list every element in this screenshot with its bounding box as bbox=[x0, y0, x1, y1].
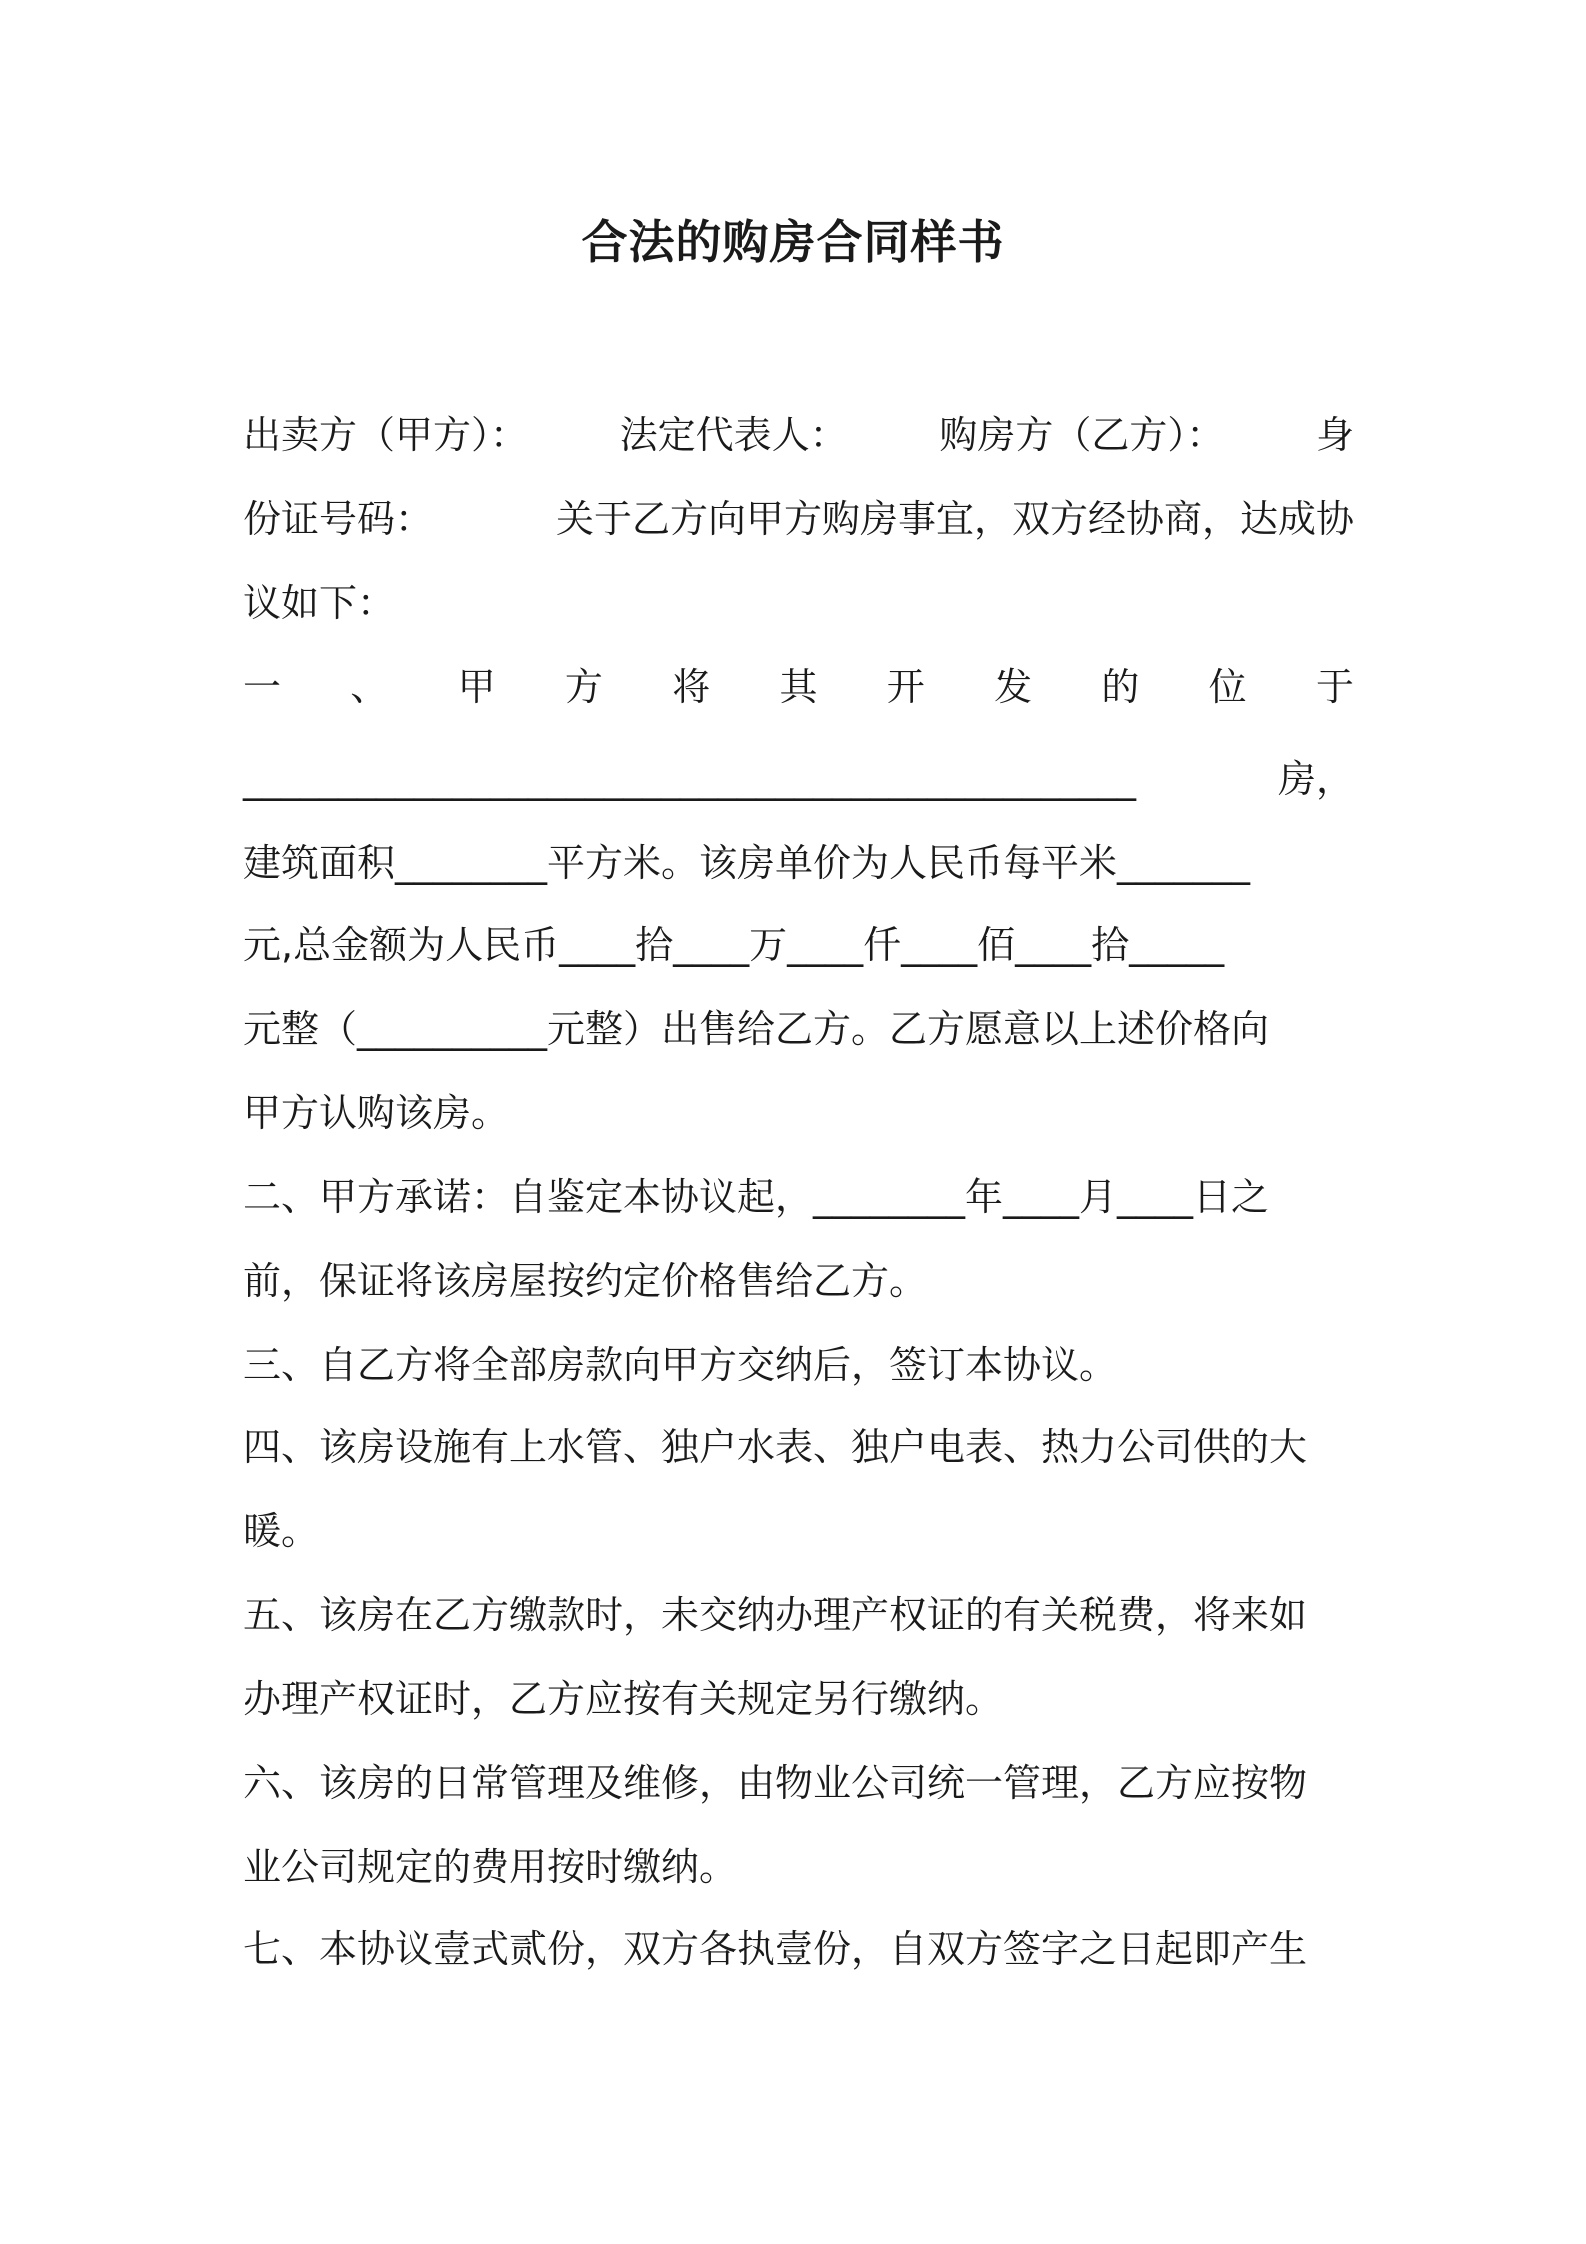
clause-6-line-end: 业公司规定的费用按时缴纳。 bbox=[243, 1845, 738, 1889]
clause-6-line: 六、该房的日常管理及维修，由物业公司统一管理，乙方应按物 bbox=[243, 1761, 1308, 1805]
clause-5-line: 五、该房在乙方缴款时，未交纳办理产权证的有关税费，将来如 bbox=[243, 1593, 1308, 1637]
clause-1-char: 于 bbox=[1315, 665, 1354, 709]
total-amount-line: 元,总金额为人民币____拾____万____仟____佰____拾_____ bbox=[243, 923, 1225, 967]
clause-1-char: 的 bbox=[1101, 665, 1140, 709]
buyer-label: 购房方（乙方）： bbox=[939, 413, 1225, 457]
sale-line: 元整（__________元整）出售给乙方。乙方愿意以上述价格向 bbox=[243, 1007, 1270, 1051]
id-label-start: 身 bbox=[1315, 413, 1354, 457]
seller-label: 出卖方（甲方）： bbox=[243, 413, 529, 457]
clause-1-char: 方 bbox=[564, 665, 603, 709]
clause-1-char: 发 bbox=[994, 665, 1033, 709]
clause-2-line: 二、甲方承诺：自鉴定本协议起，________年____月____日之 bbox=[243, 1175, 1270, 1219]
clause-1-char: 甲 bbox=[457, 665, 496, 709]
legal-representative-label: 法定代表人： bbox=[619, 413, 848, 457]
document-title: 合法的购房合同样书 bbox=[581, 215, 1005, 269]
area-price-line: 建筑面积________平方米。该房单价为人民币每平米_______ bbox=[243, 841, 1251, 885]
id-number-label: 份证号码： bbox=[243, 497, 434, 541]
clause-4-line-end: 暖。 bbox=[243, 1509, 320, 1553]
clause-5-line-end: 办理产权证时，乙方应按有关规定另行缴纳。 bbox=[243, 1677, 1004, 1721]
purchase-line: 甲方认购该房。 bbox=[243, 1091, 510, 1135]
clause-3-line: 三、自乙方将全部房款向甲方交纳后，签订本协议。 bbox=[243, 1343, 1118, 1387]
clause-1-heading bbox=[243, 659, 1354, 715]
intro-line bbox=[243, 491, 1354, 547]
clause-1-char: 其 bbox=[779, 665, 818, 709]
clause-1-char: 位 bbox=[1208, 665, 1247, 709]
property-location-line bbox=[243, 751, 1354, 807]
clause-1-char: 、 bbox=[350, 665, 389, 709]
clause-1-char: 将 bbox=[672, 665, 711, 709]
location-blank: _______________________________________________ bbox=[243, 757, 1136, 801]
intro-text: 关于乙方向甲方购房事宜，双方经协商，达成协 bbox=[555, 497, 1354, 541]
clause-2-line-end: 前，保证将该房屋按约定价格售给乙方。 bbox=[243, 1259, 928, 1303]
parties-line bbox=[243, 407, 1354, 463]
clause-7-line: 七、本协议壹式贰份，双方各执壹份，自双方签字之日起即产生 bbox=[243, 1927, 1308, 1971]
clause-1-char: 一 bbox=[243, 665, 282, 709]
clause-4-line: 四、该房设施有上水管、独户水表、独户电表、热力公司供的大 bbox=[243, 1425, 1308, 1469]
intro-line-end: 议如下： bbox=[243, 581, 396, 625]
clause-1-char: 开 bbox=[886, 665, 925, 709]
house-label: 房， bbox=[1277, 757, 1354, 801]
